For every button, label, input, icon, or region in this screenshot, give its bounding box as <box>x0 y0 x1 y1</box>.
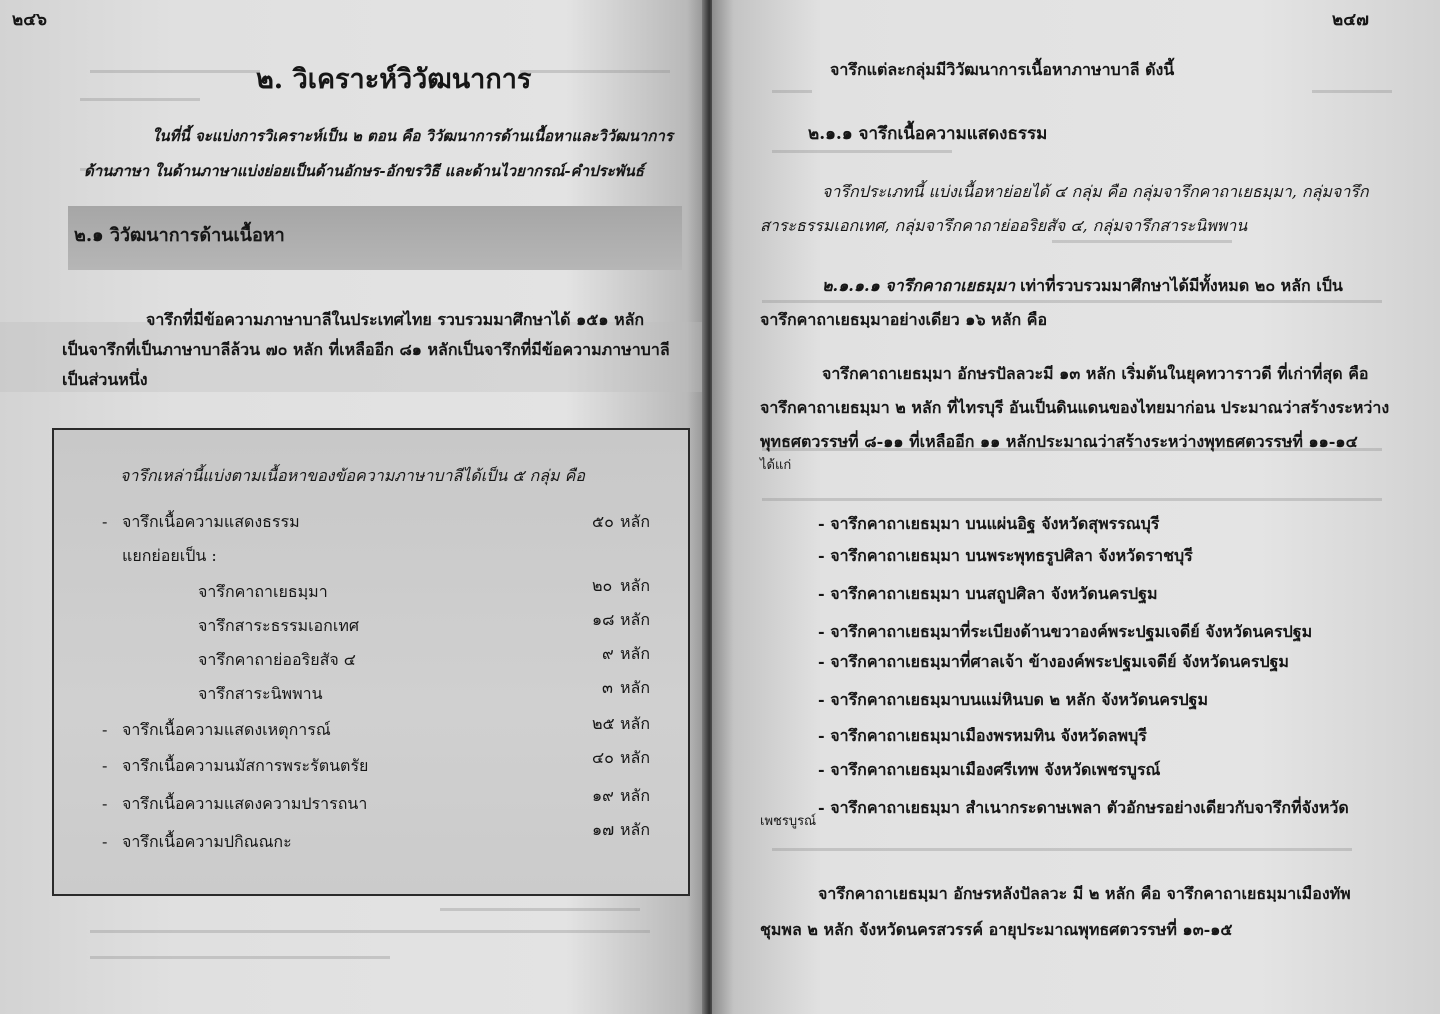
subgroup-count: ๓ <box>602 678 613 697</box>
dash: - <box>102 756 108 775</box>
list-item: - จารึกคาถาเยธมฺมาเมืองศรีเทพ จังหวัดเพชรบูรณ์ <box>818 760 1161 779</box>
sub-heading-text: เท่าที่รวบรวมมาศึกษาได้มีทั้งหมด ๒๐ หลัก เป็น <box>1020 276 1343 295</box>
box-heading: จารึกเหล่านี้แบ่งตามเนื้อหาของข้อความภาษาบาลีได้เป็น ๕ กลุ่ม คือ <box>120 466 585 485</box>
list-item: - จารึกคาถาเยธมฺมา บนพระพุทธรูปศิลา จังหวัดราชบุรี <box>818 546 1193 565</box>
paragraph-line: ชุมพล ๒ หลัก จังหวัดนครสวรรค์ อายุประมาณพุทธศตวรรษที่ ๑๓-๑๕ <box>760 920 1233 939</box>
group-label: จารึกเนื้อความแสดงธรรม <box>122 512 300 531</box>
list-item-continuation: เพชรบูรณ์ <box>760 814 817 829</box>
subgroup-unit: หลัก <box>620 678 651 697</box>
paragraph-line: เป็นจารึกที่เป็นภาษาบาลีล้วน ๗๐ หลัก ที่เหลืออีก ๘๑ หลักเป็นจารึกที่มีข้อความภาษาบาลี <box>62 340 670 359</box>
subgroup-unit: หลัก <box>620 576 651 595</box>
paragraph-line <box>822 276 1343 296</box>
group-label: จารึกเนื้อความแสดงความปรารถนา <box>122 794 368 813</box>
list-item: - จารึกคาถาเยธมฺมาบนแม่หินบด ๒ หลัก จังหวัดนครปฐม <box>818 690 1209 709</box>
page-number: ๒๔๖ <box>12 10 47 30</box>
group-unit: หลัก <box>620 820 651 839</box>
group-unit: หลัก <box>620 748 651 767</box>
paragraph-line: จารึกที่มีข้อความภาษาบาลีในประเทศไทย รวบรวมมาศึกษาได้ ๑๕๑ หลัก <box>146 310 645 329</box>
subgroup-label: จารึกสาระนิพพาน <box>198 684 323 703</box>
subgroup-label: จารึกสาระธรรมเอกเทศ <box>198 616 360 635</box>
subgroup-label: จารึกคาถาย่ออริยสัจ ๔ <box>198 650 356 669</box>
page-number: ๒๔๗ <box>1332 10 1369 30</box>
group-label: จารึกเนื้อความแสดงเหตุการณ์ <box>122 720 331 739</box>
summary-box <box>52 428 690 896</box>
dash: - <box>102 512 108 531</box>
group-unit: หลัก <box>620 512 651 531</box>
intro-line-1: ในที่นี้ จะแบ่งการวิเคราะห์เป็น ๒ ตอน คือ วิวัฒนาการด้านเนื้อหาและวิวัฒนาการ <box>152 127 673 145</box>
group-unit: หลัก <box>620 786 651 805</box>
paragraph-line: ได้แก่ <box>760 458 792 473</box>
list-item: - จารึกคาถาเยธมฺมา บนสถูปศิลา จังหวัดนครปฐม <box>818 584 1158 603</box>
chapter-title: ๒. วิเคราะห์วิวัฒนาการ <box>256 64 532 95</box>
right-page <box>712 0 1440 1014</box>
sub-heading: ๒.๑.๑.๑ จารึกคาถาเยธมฺมา <box>822 276 1015 295</box>
dash: - <box>102 794 108 813</box>
group-count: ๒๕ <box>592 714 615 733</box>
subgroup-count: ๒๐ <box>592 576 613 595</box>
paragraph-line: เป็นส่วนหนึ่ง <box>62 370 148 389</box>
group-unit: หลัก <box>620 714 651 733</box>
group-count: ๔๐ <box>592 748 614 767</box>
subsection-heading: ๒.๑.๑ จารึกเนื้อความแสดงธรรม <box>808 124 1048 144</box>
group-count: ๑๙ <box>592 786 614 805</box>
subgroup-count: ๑๘ <box>592 610 615 629</box>
intro-line: จารึกแต่ละกลุ่มมีวิวัฒนาการเนื้อหาภาษาบาลี ดังนี้ <box>830 60 1175 79</box>
list-item: - จารึกคาถาเยธมฺมาที่ระเบียงด้านขวาองค์พระปฐมเจดีย์ จังหวัดนครปฐม <box>818 622 1313 641</box>
paragraph-line: จารึกประเภทนี้ แบ่งเนื้อหาย่อยได้ ๔ กลุ่ม คือ กลุ่มจารึกคาถาเยธมฺมา, กลุ่มจารึก <box>822 182 1369 201</box>
paragraph-line: พุทธศตวรรษที่ ๘-๑๑ ที่เหลืออีก ๑๑ หลักประมาณว่าสร้างระหว่างพุทธศตวรรษที่ ๑๑-๑๔ <box>760 432 1358 451</box>
paragraph-line: จารึกคาถาเยธมฺมา ๒ หลัก ที่ไทรบุรี อันเป็นดินแดนของไทยมาก่อน ประมาณว่าสร้างระหว่าง <box>760 398 1390 417</box>
subgroup-count: ๙ <box>602 644 614 663</box>
paragraph-line: จารึกคาถาเยธมฺมา อักษรหลังปัลลวะ มี ๒ หลัก คือ จารึกคาถาเยธมฺมาเมืองทัพ <box>818 884 1351 903</box>
group-label: จารึกเนื้อความนมัสการพระรัตนตรัย <box>122 756 369 775</box>
section-heading-band <box>68 206 682 270</box>
box-subheading: แยกย่อยเป็น : <box>122 546 217 565</box>
paragraph-line: จารึกคาถาเยธมฺมาอย่างเดียว ๑๖ หลัก คือ <box>760 310 1048 329</box>
list-item: - จารึกคาถาเยธมฺมาเมืองพรหมทิน จังหวัดลพบุรี <box>818 726 1147 745</box>
section-heading: ๒.๑ วิวัฒนาการด้านเนื้อหา <box>74 225 285 246</box>
group-count: ๕๐ <box>592 512 614 531</box>
paragraph-line: จารึกคาถาเยธมฺมา อักษรปัลลวะมี ๑๓ หลัก เริ่มต้นในยุคทวาราวดี ที่เก่าที่สุด คือ <box>822 364 1369 383</box>
intro-line-2: ด้านภาษา ในด้านภาษาแบ่งย่อยเป็นด้านอักษร-อักขรวิธี และด้านไวยากรณ์-คำประพันธ์ <box>84 162 644 180</box>
dash: - <box>102 720 108 739</box>
group-label: จารึกเนื้อความปกิณณกะ <box>122 832 292 851</box>
subgroup-unit: หลัก <box>620 610 651 629</box>
list-item: - จารึกคาถาเยธมฺมาที่ศาลเจ้า ข้างองค์พระปฐมเจดีย์ จังหวัดนครปฐม <box>818 652 1289 671</box>
list-item: - จารึกคาถาเยธมฺมา สำเนากระดาษเพลา ตัวอักษรอย่างเดียวกับจารึกที่จังหวัด <box>818 798 1349 817</box>
left-page <box>0 0 708 1014</box>
group-count: ๑๗ <box>592 820 615 839</box>
subgroup-label: จารึกคาถาเยธมฺมา <box>198 582 328 601</box>
list-item: - จารึกคาถาเยธมฺมา บนแผ่นอิฐ จังหวัดสุพรรณบุรี <box>818 514 1160 533</box>
paragraph-line: สาระธรรมเอกเทศ, กลุ่มจารึกคาถาย่ออริยสัจ ๔, กลุ่มจารึกสาระนิพพาน <box>760 216 1248 235</box>
subgroup-unit: หลัก <box>620 644 651 663</box>
dash: - <box>102 832 108 851</box>
